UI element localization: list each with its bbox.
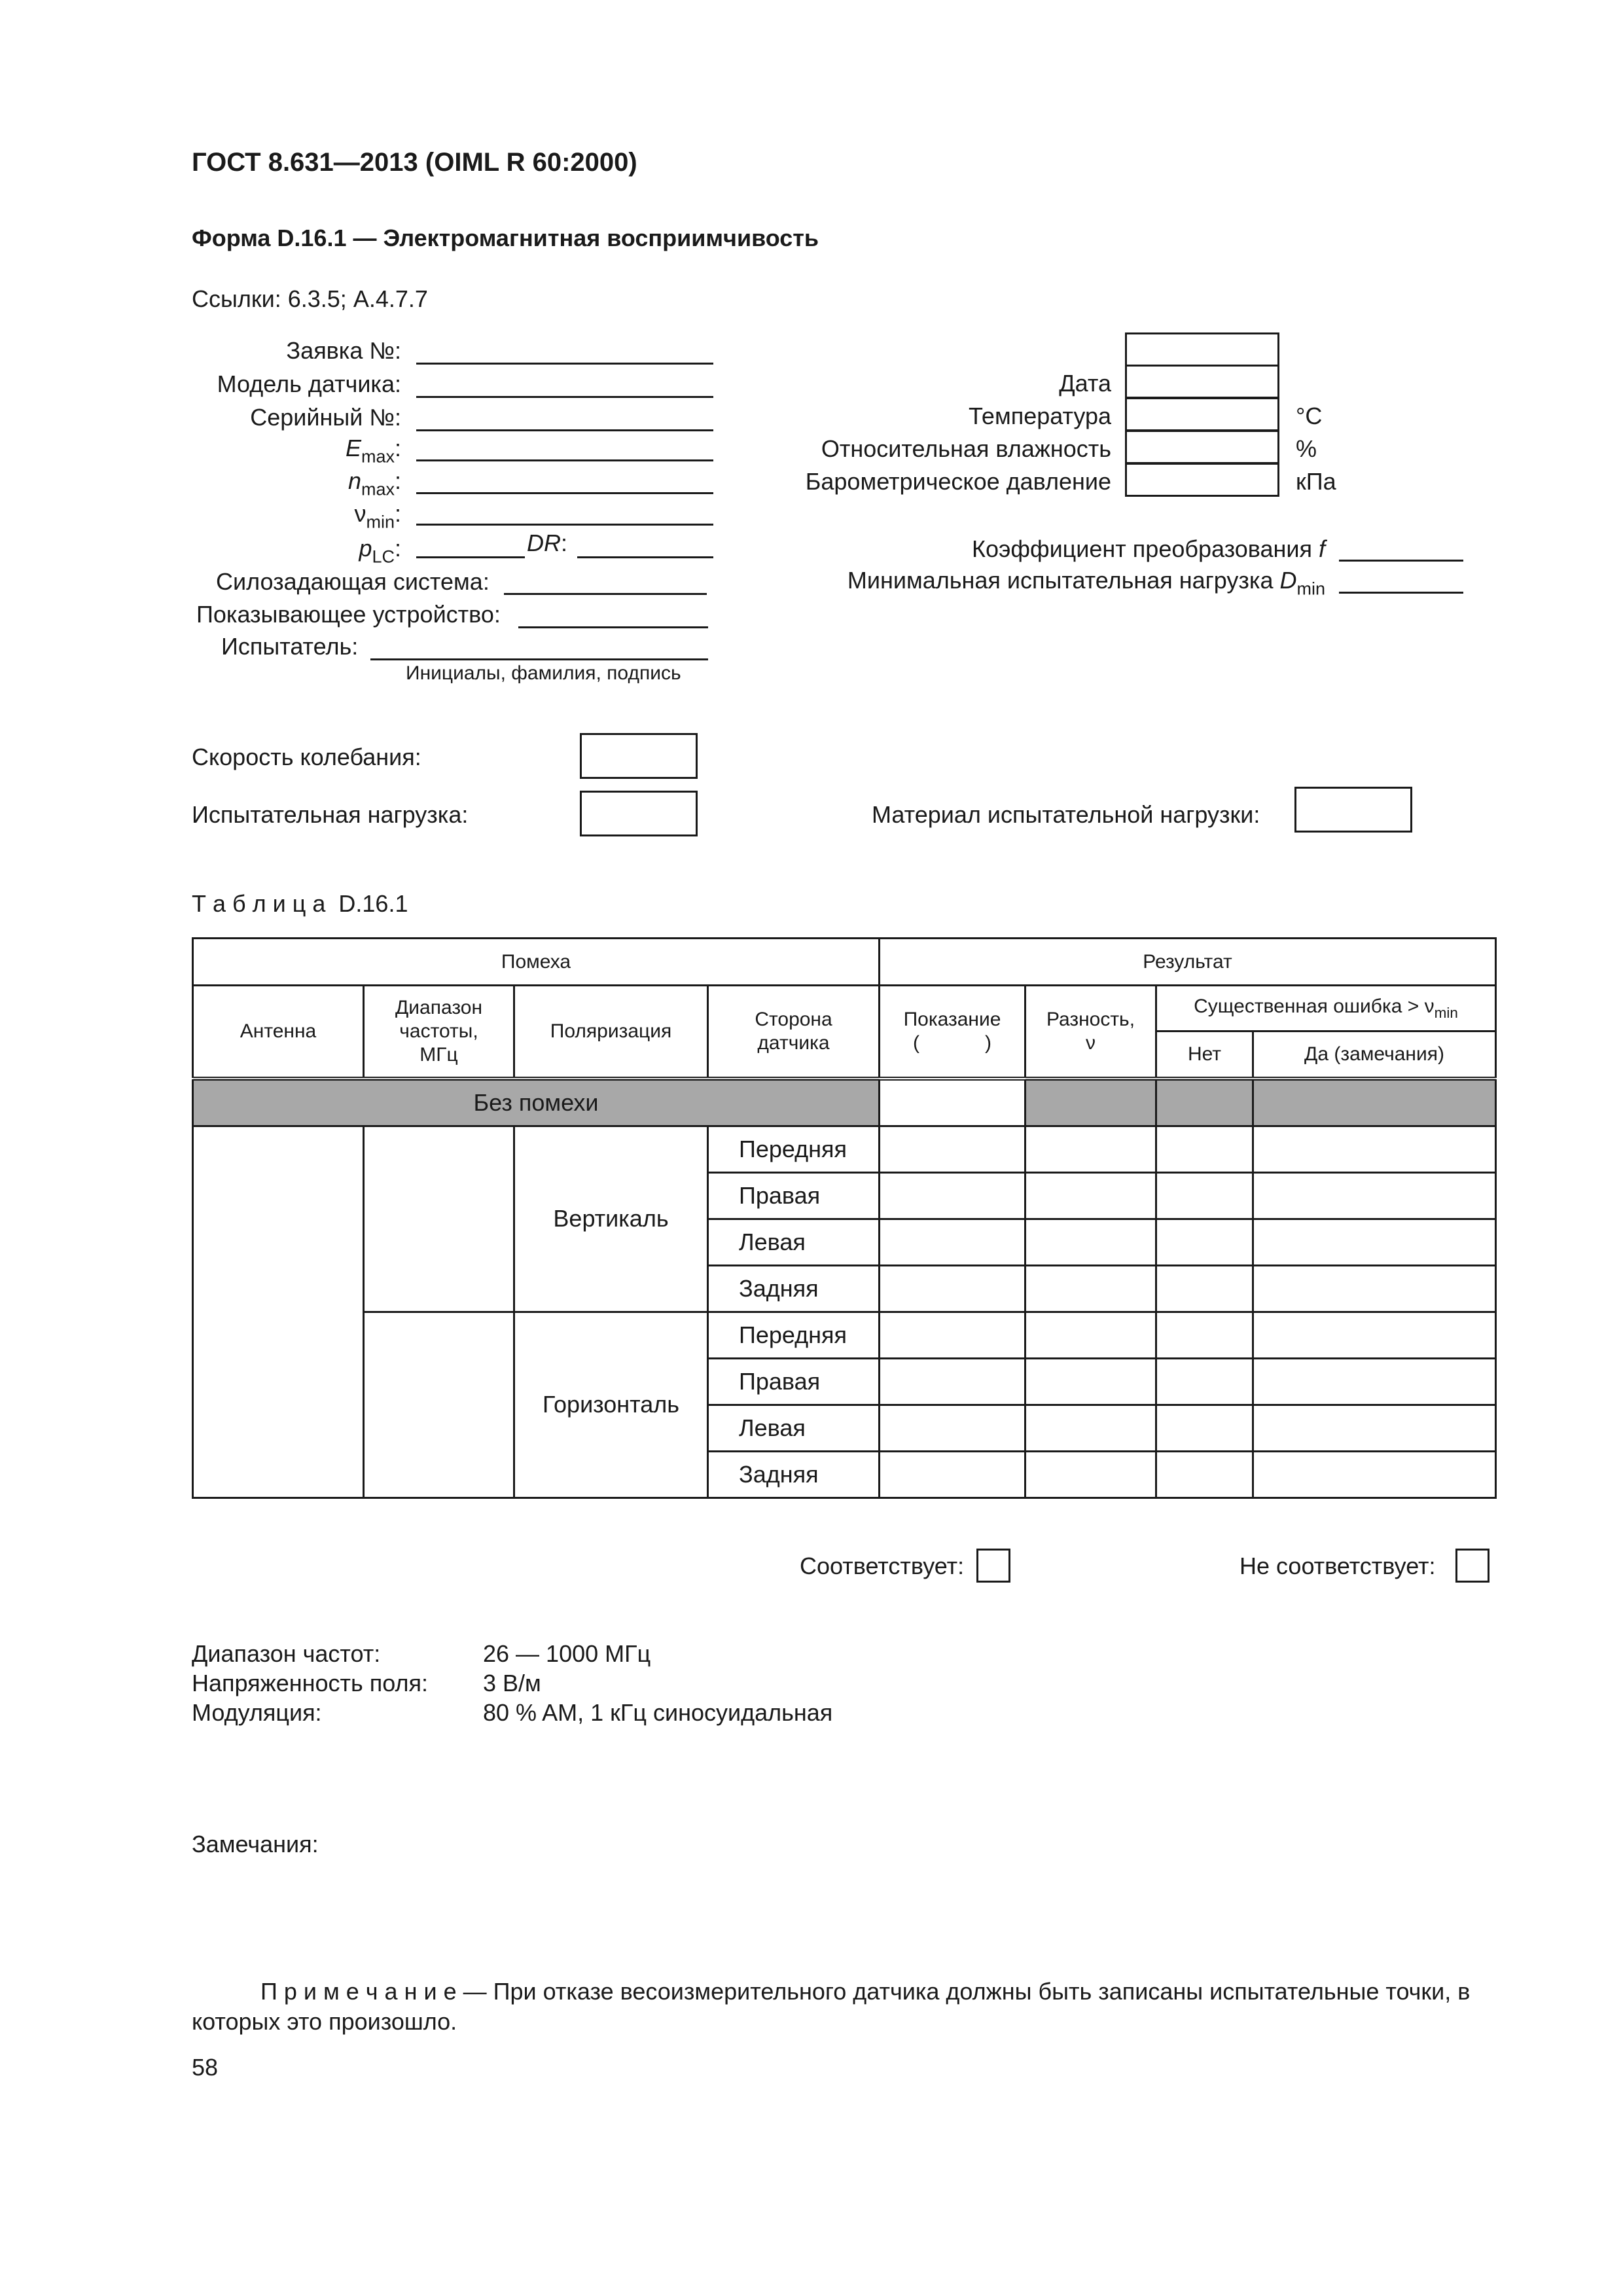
field-vmin[interactable] [416,524,713,526]
param-label: Модуляция: [192,1699,322,1726]
param-value: 80 % AM, 1 кГц синосуидальная [483,1699,833,1726]
label-humidity: Относительная влажность [821,435,1111,462]
cell-no[interactable] [1156,1405,1253,1451]
cell-difference[interactable] [1026,1172,1156,1219]
cell-yes[interactable] [1253,1126,1496,1172]
cell-reading[interactable] [880,1451,1026,1498]
cell-side: Задняя [708,1451,880,1498]
cell-yes[interactable] [1253,1451,1496,1498]
cell-reading[interactable] [880,1172,1026,1219]
document-code: ГОСТ 8.631—2013 (OIML R 60:2000) [192,148,637,177]
header-interference: Помеха [193,939,880,986]
cell-difference[interactable] [1026,1358,1156,1405]
cell-yes[interactable] [1253,1358,1496,1405]
cell-antenna[interactable] [193,1126,364,1498]
label-force-system: Силозадающая система: [216,568,490,595]
cell-no-int-reading[interactable] [880,1079,1026,1126]
label-swing-speed: Скорость колебания: [192,744,421,770]
label-date: Дата [1059,370,1111,397]
label-serial: Серийный №: [250,404,401,431]
param-value: 3 В/м [483,1670,541,1696]
cell-yes[interactable] [1253,1172,1496,1219]
header-no: Нет [1156,1031,1253,1079]
cell-yes[interactable] [1253,1219,1496,1265]
cell-frequency-horizontal[interactable] [364,1312,514,1498]
label-emax: $E_{max}$: [345,435,401,467]
cell-reading[interactable] [880,1405,1026,1451]
cell-yes[interactable] [1253,1405,1496,1451]
cell-reading[interactable] [880,1126,1026,1172]
table-caption: Т а б л и ц а D.16.1 [192,890,408,917]
cell-side: Передняя [708,1126,880,1172]
label-coefficient: Коэффициент преобразования f [971,535,1325,562]
cell-difference[interactable] [1026,1451,1156,1498]
cell-difference[interactable] [1026,1405,1156,1451]
label-temperature: Температура [968,403,1111,429]
label-tester: Испытатель: [221,633,359,660]
remarks-label: Замечания: [192,1831,319,1857]
field-serial[interactable] [416,429,713,431]
cell-reading[interactable] [880,1265,1026,1312]
cell-difference[interactable] [1026,1312,1156,1358]
table-row [193,1312,1496,1358]
field-indicator[interactable] [518,626,708,628]
cell-no-int-difference [1026,1079,1156,1126]
field-nmax[interactable] [416,492,713,494]
label-pressure: Барометрическое давление [805,468,1111,495]
header-significant-error: Существенная ошибка > $\nu_{min}$ [1156,986,1496,1031]
box-load-material[interactable] [1294,787,1412,833]
box-top [1125,332,1279,367]
param-label: Напряженность поля: [192,1670,428,1696]
checkbox-complies[interactable] [976,1549,1010,1583]
cell-yes[interactable] [1253,1312,1496,1358]
field-coefficient[interactable] [1339,560,1463,562]
cell-difference[interactable] [1026,1265,1156,1312]
page-number: 58 [192,2054,219,2081]
field-tester[interactable] [370,658,708,660]
references: Ссылки: 6.3.5; A.4.7.7 [192,285,428,312]
cell-no[interactable] [1156,1265,1253,1312]
box-temperature[interactable] [1125,397,1279,431]
label-dr: DR: [527,529,568,556]
cell-side: Правая [708,1358,880,1405]
label-min-load: Минимальная испытательная нагрузка $D_{min}$ [847,567,1325,599]
cell-reading[interactable] [880,1312,1026,1358]
tester-caption: Инициалы, фамилия, подпись [406,662,681,684]
field-plc[interactable] [416,556,525,558]
field-min-load[interactable] [1339,592,1463,594]
param-label: Диапазон частот: [192,1640,381,1667]
unit-pressure: кПа [1296,468,1336,495]
cell-no[interactable] [1156,1219,1253,1265]
label-plc: $p_{LC}$: [359,535,401,567]
note-line1: П р и м е ч а н и е — При отказе весоизмерительного датчика должны быть записаны испытательные точки, в [260,1978,1471,2005]
box-swing-speed[interactable] [580,733,698,779]
table-row [193,1126,1496,1172]
field-sensor-model[interactable] [416,396,713,398]
cell-no[interactable] [1156,1172,1253,1219]
cell-side: Левая [708,1219,880,1265]
cell-side: Задняя [708,1265,880,1312]
field-force-system[interactable] [504,593,707,595]
box-date[interactable] [1125,365,1279,399]
box-test-load[interactable] [580,791,698,836]
form-title: Форма D.16.1 — Электромагнитная восприимчивость [192,224,819,251]
label-vmin: $\nu_{min}$: [354,500,401,532]
header-antenna: Антенна [193,986,364,1079]
label-indicator: Показывающее устройство: [196,601,501,628]
header-difference: Разность, ν [1026,986,1156,1079]
label-nmax: $n_{max}$: [348,467,401,499]
label-application: Заявка №: [286,337,401,364]
cell-side: Левая [708,1405,880,1451]
cell-no[interactable] [1156,1126,1253,1172]
field-dr[interactable] [577,556,713,558]
label-sensor-model: Модель датчика: [217,370,401,397]
label-load-material: Материал испытательной нагрузки: [872,801,1260,828]
header-frequency-range: Диапазон частоты, МГц [364,986,514,1079]
cell-polarization-vertical: Вертикаль [514,1126,708,1312]
cell-no-int-yes [1253,1079,1496,1126]
label-complies: Соответствует: [800,1552,965,1579]
cell-no[interactable] [1156,1312,1253,1358]
cell-frequency-vertical[interactable] [364,1126,514,1312]
unit-humidity: % [1296,435,1317,462]
label-not-complies: Не соответствует: [1240,1552,1436,1579]
cell-side: Правая [708,1172,880,1219]
header-reading: Показание ( ) [880,986,1026,1079]
note-line2: которых это произошло. [192,2008,457,2035]
cell-polarization-horizontal: Горизонталь [514,1312,708,1498]
header-result: Результат [880,939,1496,986]
cell-difference[interactable] [1026,1126,1156,1172]
cell-yes[interactable] [1253,1265,1496,1312]
cell-reading[interactable] [880,1358,1026,1405]
field-application[interactable] [416,363,713,365]
cell-no[interactable] [1156,1451,1253,1498]
cell-no[interactable] [1156,1358,1253,1405]
header-yes: Да (замечания) [1253,1031,1496,1079]
field-emax[interactable] [416,459,713,461]
results-table [192,937,1497,1499]
header-sensor-side: Сторона датчика [708,986,880,1079]
box-humidity[interactable] [1125,430,1279,464]
param-value: 26 — 1000 МГц [483,1640,651,1667]
label-test-load: Испытательная нагрузка: [192,801,469,828]
unit-temperature: °С [1296,403,1323,429]
cell-no-int-no [1156,1079,1253,1126]
cell-side: Передняя [708,1312,880,1358]
header-polarization: Поляризация [514,986,708,1079]
cell-difference[interactable] [1026,1219,1156,1265]
box-pressure[interactable] [1125,463,1279,497]
row-no-interference: Без помехи [193,1079,880,1126]
checkbox-not-complies[interactable] [1455,1549,1489,1583]
cell-reading[interactable] [880,1219,1026,1265]
